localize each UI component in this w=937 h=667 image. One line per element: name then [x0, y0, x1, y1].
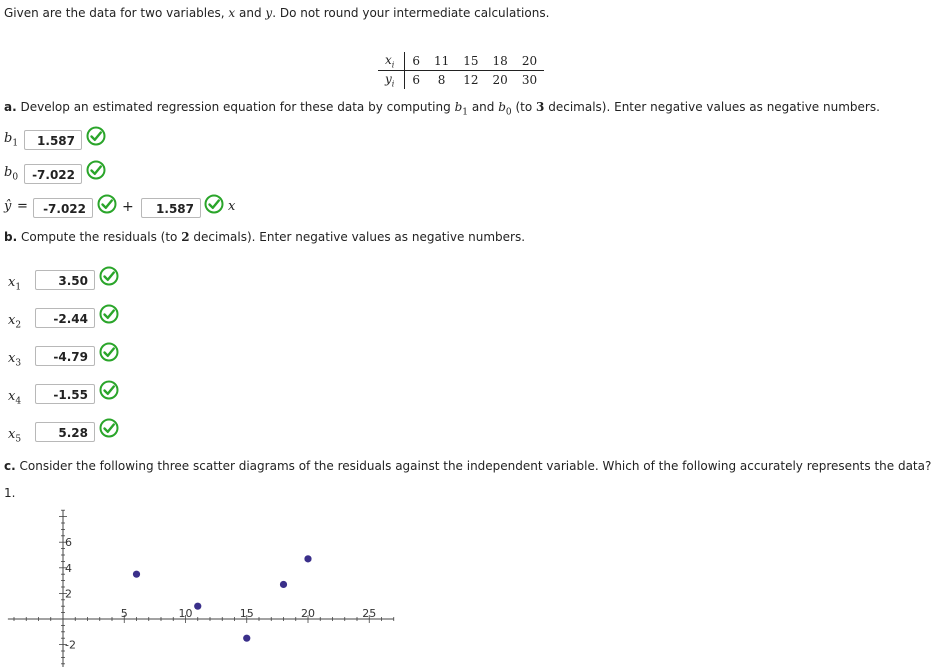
chart-tick-labels — [65, 536, 376, 651]
option-label: 1. — [4, 486, 16, 500]
part-a-and: and — [471, 100, 495, 114]
part-a-decimals: 3 — [536, 100, 545, 114]
part-b-question — [4, 230, 525, 244]
check-icon — [99, 266, 119, 286]
slope-answer[interactable]: 1.587 — [141, 198, 201, 218]
y-value: 8 — [437, 73, 446, 87]
data-point — [133, 571, 140, 578]
x-tick-label: 15 — [239, 607, 254, 620]
residual-answer[interactable]: -2.44 — [35, 308, 95, 328]
data-point — [304, 555, 311, 562]
residual-answer[interactable]: 3.50 — [35, 270, 95, 290]
x-value: 6 — [405, 52, 427, 71]
var-y: y — [265, 6, 273, 20]
yhat-symbol: ŷ — [4, 199, 12, 214]
residual-answer[interactable]: -1.55 — [35, 384, 95, 404]
data-point — [243, 635, 250, 642]
x-value: 20 — [515, 52, 544, 71]
check-icon — [99, 418, 119, 438]
part-a-text2: (to — [515, 100, 533, 114]
residual-scatter-chart[interactable] — [0, 505, 420, 667]
check-icon — [97, 194, 117, 214]
part-c-letter: c. — [4, 459, 16, 473]
x-value: 11 — [427, 52, 456, 71]
part-b-decimals: 2 — [181, 230, 190, 244]
b1-symbol: $b_1$ — [454, 100, 468, 118]
y-value: 6 — [412, 73, 420, 87]
part-b-text1: Compute the residuals (to — [20, 230, 178, 244]
part-b-letter: b. — [4, 230, 18, 244]
x-symbol: x — [228, 199, 236, 214]
data-point — [280, 581, 287, 588]
check-icon — [86, 160, 106, 180]
intro-text-before: Given are the data for two variables, — [4, 6, 225, 20]
y-value: 30 — [521, 73, 538, 87]
check-icon — [204, 194, 224, 214]
intro-text — [4, 6, 549, 20]
b1-label: $b_1$ — [4, 131, 19, 149]
residual-label: $x_4$ — [8, 389, 22, 407]
intro-and: and — [239, 6, 262, 20]
y-value: 12 — [463, 73, 479, 87]
var-x: x — [228, 6, 236, 20]
part-a-text1: Develop an estimated regression equation for these data by computing — [20, 100, 451, 114]
b1-answer[interactable]: 1.587 — [24, 130, 82, 150]
chart-points — [133, 555, 312, 642]
residual-label: $x_5$ — [8, 427, 22, 445]
part-a-letter: a. — [4, 100, 17, 114]
intercept-answer[interactable]: -7.022 — [33, 198, 93, 218]
residual-answer[interactable]: 5.28 — [35, 422, 95, 442]
check-icon — [99, 304, 119, 324]
data-table — [378, 52, 544, 89]
b0-symbol: $b_0$ — [498, 100, 512, 118]
residual-label: $x_3$ — [8, 351, 22, 369]
y-value: 20 — [492, 73, 508, 87]
x-tick-label: 10 — [178, 607, 193, 620]
x-header: $x_i$ — [378, 52, 405, 71]
y-header: $y_i$ — [378, 71, 405, 90]
x-value: 18 — [486, 52, 515, 71]
residual-label: $x_2$ — [8, 313, 22, 331]
b0-label: $b_0$ — [4, 165, 19, 183]
residual-label: $x_1$ — [8, 275, 22, 293]
check-icon — [86, 126, 106, 146]
x-value: 15 — [456, 52, 485, 71]
x-tick-label: 5 — [120, 607, 128, 620]
y-tick-label: 6 — [65, 536, 72, 550]
part-b-text2: decimals). Enter negative values as negative numbers. — [193, 230, 526, 244]
part-c-question — [4, 459, 931, 473]
residual-answer[interactable]: -4.79 — [35, 346, 95, 366]
part-a-text3: decimals). Enter negative values as negative numbers. — [548, 100, 880, 114]
y-tick-label: 2 — [65, 587, 72, 601]
plus-sign: + — [122, 199, 134, 215]
data-point — [194, 603, 201, 610]
part-c-text: Consider the following three scatter diagrams of the residuals against the independent variable. Which of the following accurately represents the data? — [19, 459, 932, 473]
equals-sign: = — [17, 199, 28, 214]
x-tick-label: 20 — [301, 607, 315, 620]
part-a-question — [4, 100, 880, 117]
b0-answer[interactable]: -7.022 — [24, 164, 82, 184]
intro-text-after: . Do not round your intermediate calculations. — [272, 6, 550, 20]
y-tick-label: 4 — [65, 561, 72, 575]
check-icon — [99, 342, 119, 362]
check-icon — [99, 380, 119, 400]
x-tick-label: 25 — [362, 607, 377, 620]
y-tick-label: -2 — [65, 638, 76, 652]
